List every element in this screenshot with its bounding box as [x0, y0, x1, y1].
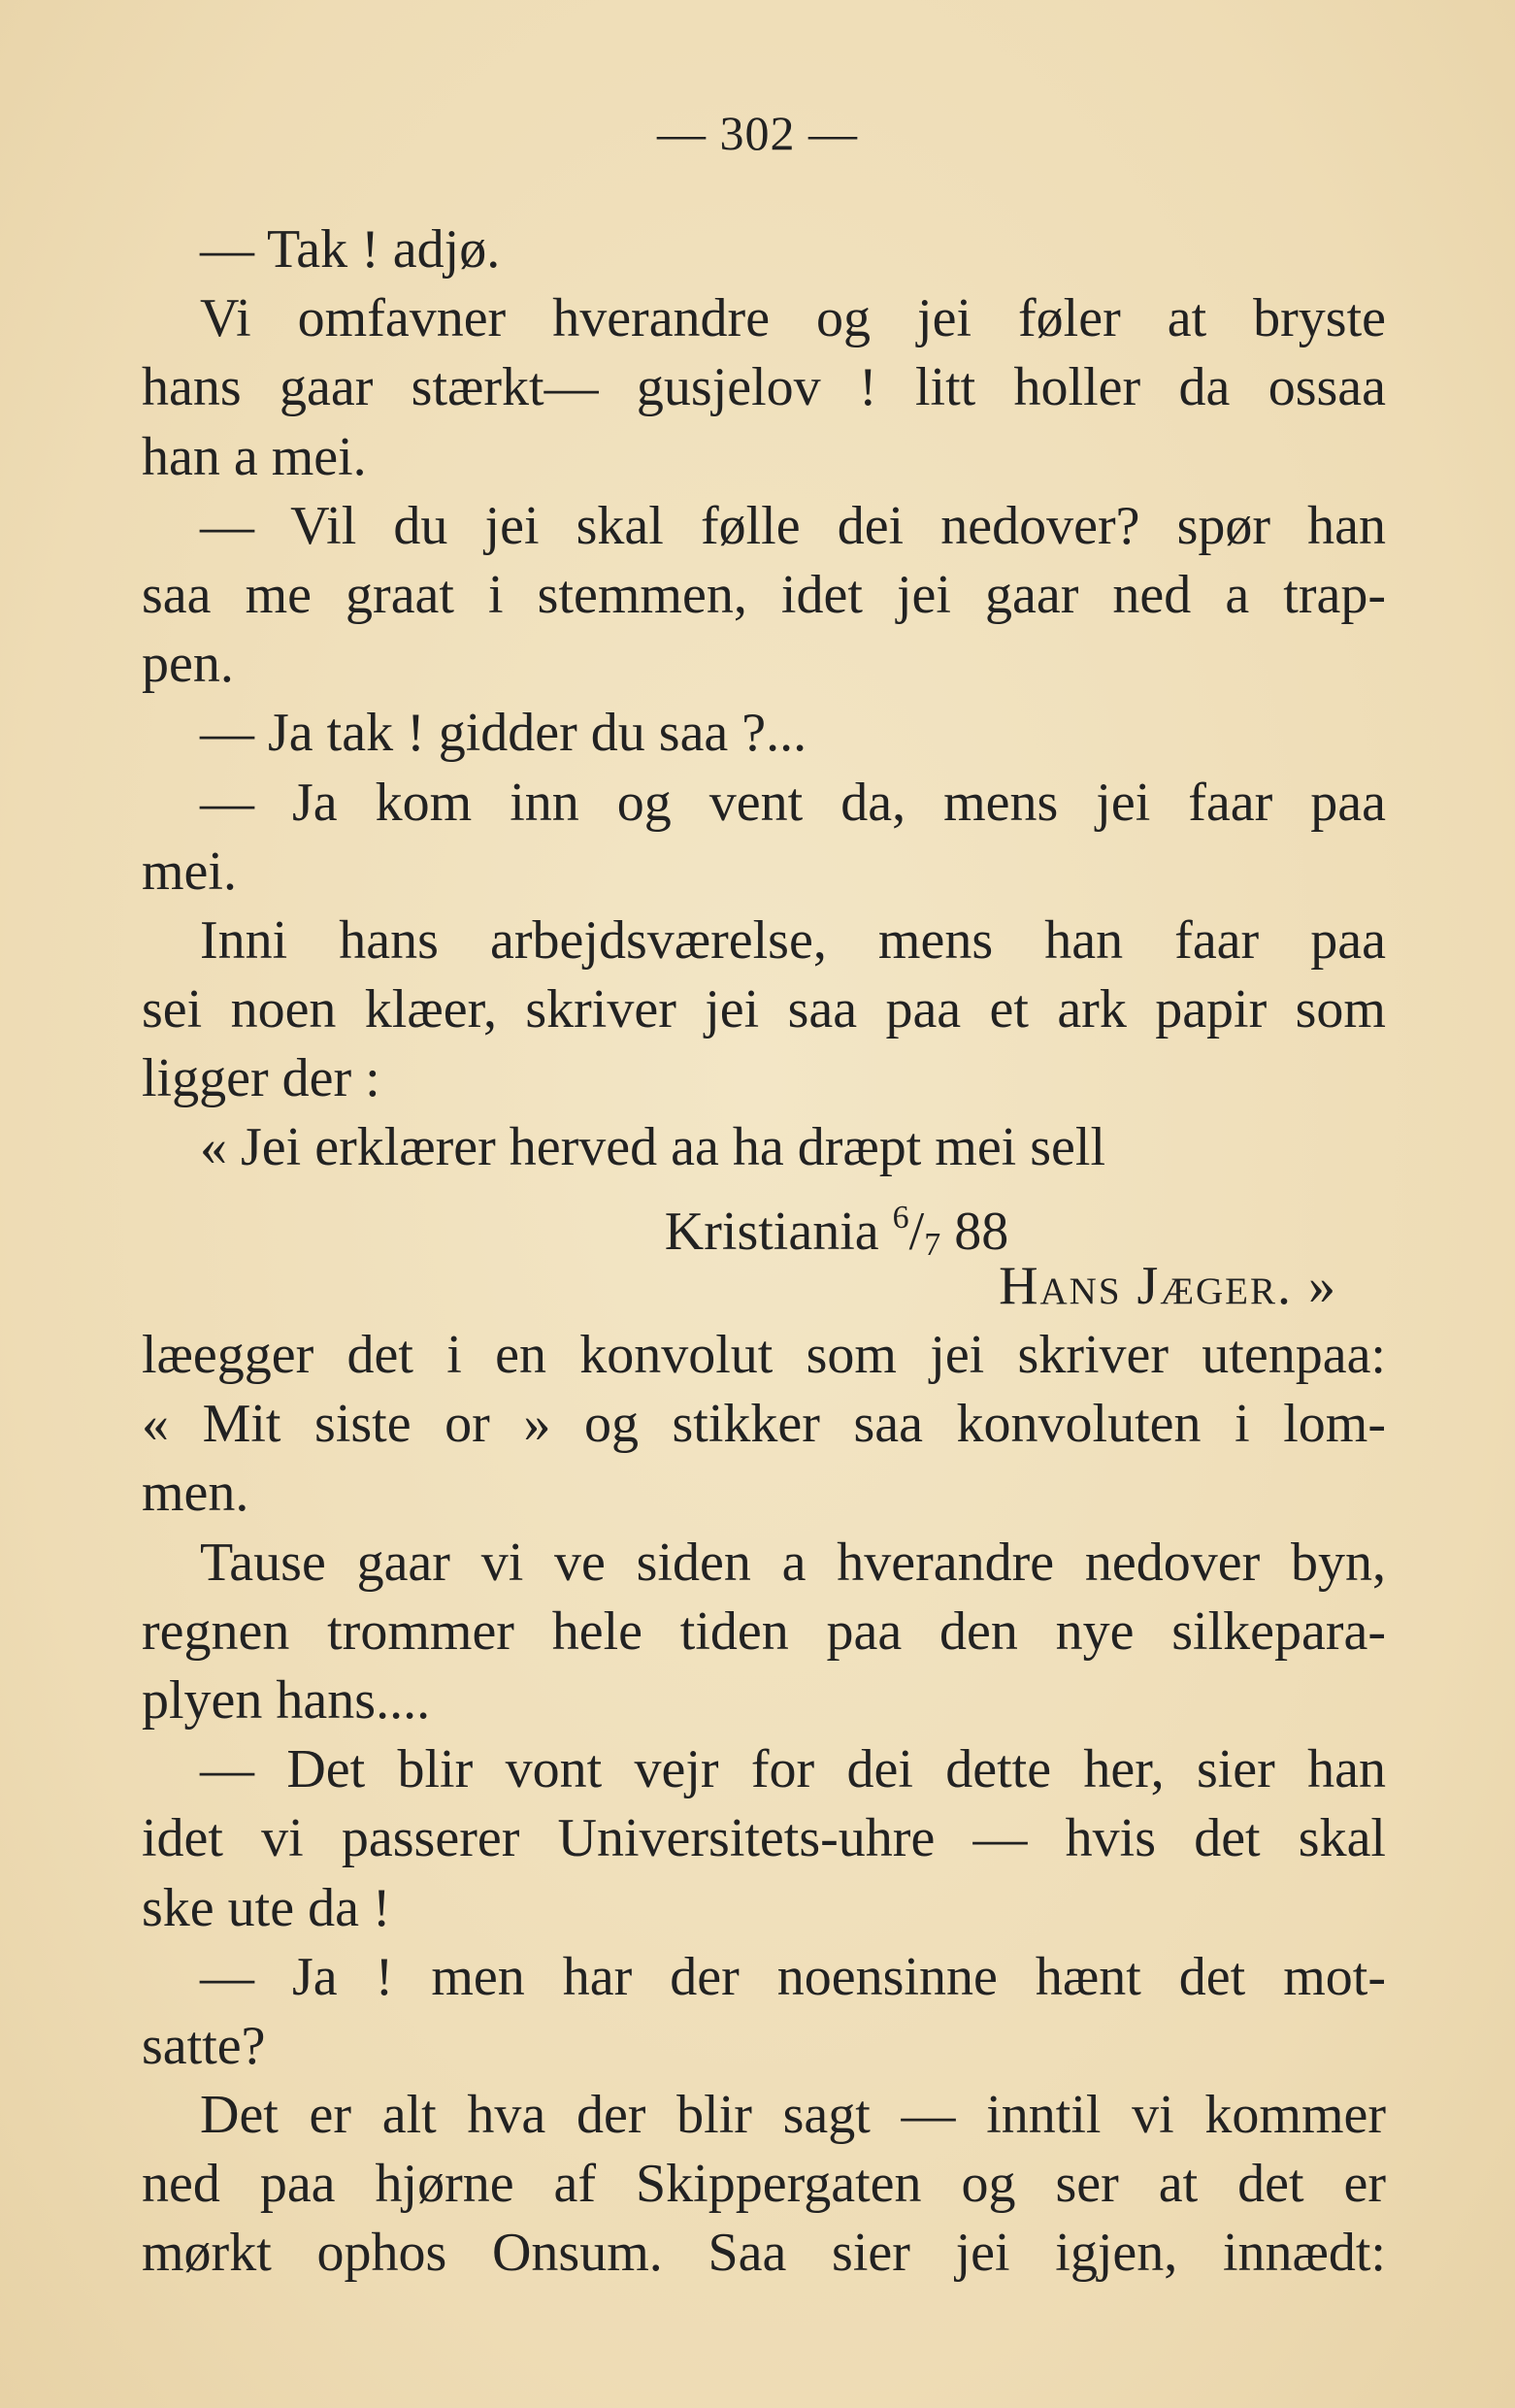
line-text: — Det blir vont vejr for dei dette her, sier han — [200, 1739, 1386, 1800]
line-text: regnen trommer hele tiden paa den nye silkepara- — [142, 1600, 1386, 1662]
line-text: Det er alt hva der blir sagt — inntil vi kommer — [200, 2085, 1386, 2146]
text-line — [142, 2012, 1386, 2081]
text-line — [142, 423, 1386, 492]
text-line — [142, 1390, 1386, 1459]
line-text: « Mit siste or » og stikker saa konvoluten i lom- — [142, 1394, 1386, 1455]
text-line — [142, 1529, 1386, 1598]
text-line — [142, 1943, 1386, 2012]
line-text: ligger der : — [142, 1048, 380, 1109]
line-text: — Ja ! men har der noensinne hænt det mot- — [200, 1946, 1386, 2007]
text-line — [142, 630, 1386, 699]
body-text — [142, 215, 1386, 2289]
line-text: ned paa hjørne af Skippergaten og ser at det er — [142, 2154, 1386, 2215]
line-text: Inni hans arbejdsværelse, mens han faar paa — [200, 909, 1386, 971]
line-text: pen. — [142, 634, 234, 695]
line-text: idet vi passerer Universitets-uhre — hvis det skal — [142, 1808, 1386, 1869]
line-text: sei noen klæer, skriver jei saa paa et ark papir som — [142, 979, 1386, 1040]
line-text: — Ja kom inn og vent da, mens jei faar paa — [200, 772, 1386, 833]
text-line — [142, 699, 1386, 768]
text-line — [142, 1183, 1386, 1263]
line-text: — Tak ! adjø. — [200, 219, 501, 280]
line-text: « Jei erklærer herved aa ha dræpt mei sell — [200, 1117, 1105, 1178]
text-line — [142, 284, 1386, 353]
text-line — [142, 1804, 1386, 1873]
fraction-suffix: 88 — [940, 1201, 1009, 1262]
text-line — [142, 1113, 1386, 1182]
text-line — [142, 1321, 1386, 1390]
fraction-denominator: 7 — [924, 1226, 941, 1263]
line-text: plyen hans.... — [142, 1669, 431, 1731]
line-text: hans gaar stærkt— gusjelov ! litt holler da ossaa — [142, 357, 1386, 418]
line-text: — Ja tak ! gidder du saa ?... — [200, 703, 807, 764]
line-text: mørkt ophos Onsum. Saa sier jei igjen, innædt: — [142, 2223, 1386, 2284]
text-line — [142, 215, 1386, 284]
text-line — [142, 492, 1386, 561]
text-line — [142, 1598, 1386, 1666]
text-line — [142, 2081, 1386, 2150]
text-line — [142, 353, 1386, 422]
line-text: saa me graat i stemmen, idet jei gaar ned a trap- — [142, 564, 1386, 625]
text-line — [142, 2150, 1386, 2219]
text-line — [142, 1735, 1386, 1804]
text-line — [142, 769, 1386, 838]
text-line — [142, 975, 1386, 1044]
text-line — [142, 1044, 1386, 1113]
line-text: læegger det i en konvolut som jei skriver utenpaa: — [142, 1325, 1386, 1385]
text-line — [142, 1459, 1386, 1528]
line-text: mei. — [142, 841, 237, 902]
line-text: — Vil du jei skal følle dei nedover? spør han — [200, 495, 1386, 556]
text-line — [142, 838, 1386, 907]
fraction-numerator: 6 — [892, 1199, 909, 1236]
text-line — [142, 1252, 1386, 1321]
text-line — [142, 1666, 1386, 1735]
text-line — [142, 1874, 1386, 1943]
text-line — [142, 907, 1386, 975]
line-text: Vi omfavner hverandre og jei føler at bryste — [200, 288, 1386, 349]
line-text: Hans Jæger. » — [999, 1255, 1337, 1316]
line-text: Tause gaar vi ve siden a hverandre nedover byn, — [200, 1532, 1386, 1593]
text-line — [142, 561, 1386, 630]
line-text: Kristiania — [664, 1201, 879, 1262]
line-text: han a mei. — [142, 426, 367, 487]
date-fraction: $^6/_7$ 88 — [892, 1199, 1009, 1263]
text-line — [142, 2219, 1386, 2288]
page-number: — 302 — — [657, 106, 858, 160]
line-text: men. — [142, 1463, 249, 1524]
line-text: ske ute da ! — [142, 1877, 391, 1938]
line-text: satte? — [142, 2015, 266, 2076]
